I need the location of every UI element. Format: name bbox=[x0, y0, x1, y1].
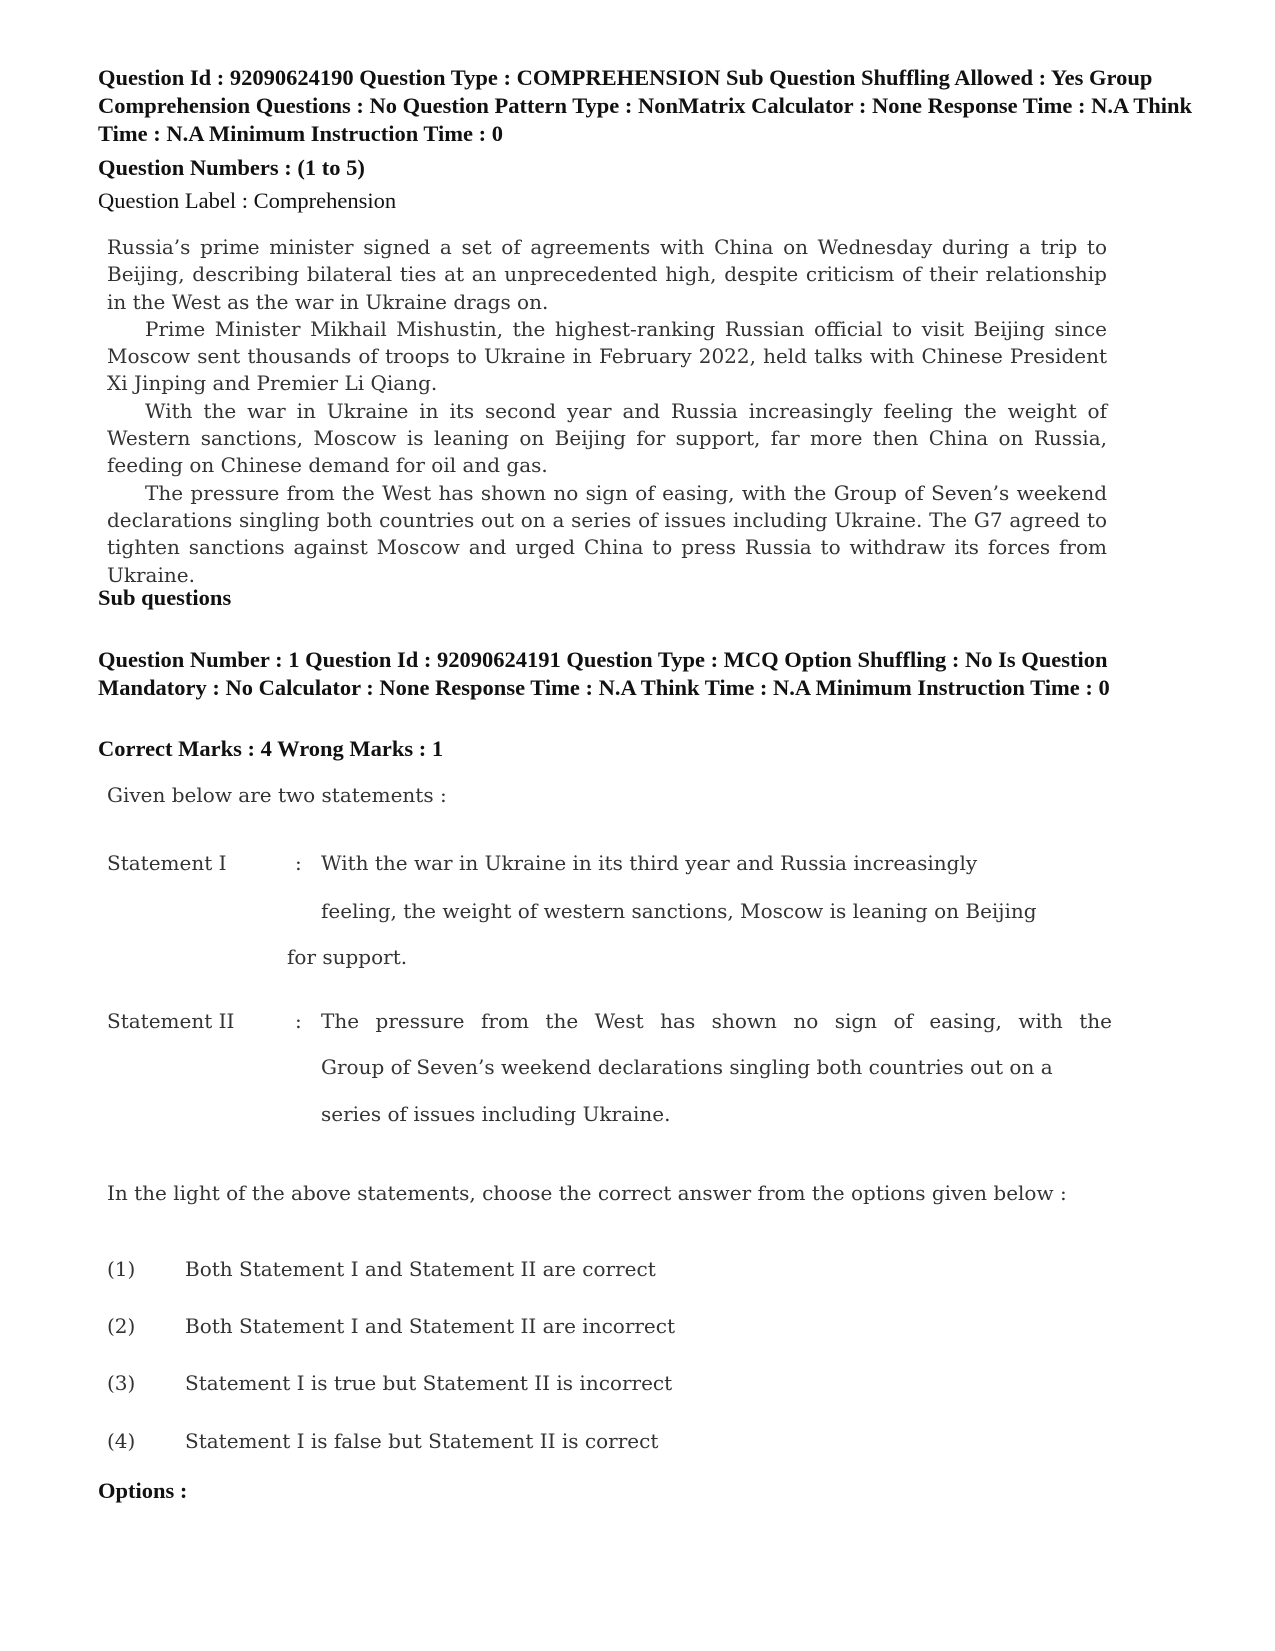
statement-2 bbox=[107, 1009, 1112, 1129]
comprehension-passage bbox=[107, 234, 1107, 589]
sub-questions-heading: Sub questions bbox=[98, 585, 232, 610]
option-text: Both Statement I and Statement II are correct bbox=[185, 1257, 656, 1281]
passage-paragraph: Russia’s prime minister signed a set of agreements with China on Wednesday during a trip to Beijing, describing bilateral ties at an unprecedented high, despite criticism of their relationship in the West as the war in Ukraine drags on. bbox=[107, 235, 1107, 314]
question-numbers: Question Numbers : (1 to 5) bbox=[98, 155, 365, 180]
statement-1-line: for support. bbox=[287, 945, 408, 969]
passage-paragraph: Prime Minister Mikhail Mishustin, the highest-ranking Russian official to visit Beijing since Moscow sent thousands of troops to Ukraine in February 2022, held talks with Chinese President Xi Jinping and Premier Li Qiang. bbox=[107, 316, 1107, 396]
question-intro: Given below are two statements : bbox=[107, 783, 447, 807]
statement-2-colon: : bbox=[295, 1009, 302, 1033]
option-number: (2) bbox=[107, 1314, 136, 1338]
question-instruction: In the light of the above statements, choose the correct answer from the options given below : bbox=[107, 1181, 1067, 1205]
question-label: Question Label : Comprehension bbox=[98, 188, 397, 213]
question-1-marks: Correct Marks : 4 Wrong Marks : 1 bbox=[98, 736, 444, 761]
question-1-meta: Question Number : 1 Question Id : 92090624191 Question Type : MCQ Option Shuffling : No Is Question Mandatory : No Calculator : None Response Time : N.A Think Time : N.A Minimum Instruction Time : 0 bbox=[98, 647, 1110, 700]
statement-1-colon: : bbox=[295, 851, 302, 875]
statement-2-line: The pressure from the West has shown no sign of easing, with the bbox=[321, 1009, 1112, 1033]
statement-1-line: With the war in Ukraine in its third year and Russia increasingly bbox=[321, 851, 978, 875]
option-text: Both Statement I and Statement II are incorrect bbox=[185, 1314, 676, 1338]
passage-paragraph: The pressure from the West has shown no sign of easing, with the Group of Seven’s weekend declarations singling both countries out on a series of issues including Ukraine. The G7 agreed to tighten sanctions against Moscow and urged China to press Russia to withdraw its forces from Ukraine. bbox=[107, 480, 1107, 587]
statement-1-label: Statement I bbox=[107, 851, 227, 875]
statement-2-label: Statement II bbox=[107, 1009, 235, 1033]
option-number: (4) bbox=[107, 1429, 136, 1453]
option-text: Statement I is false but Statement II is correct bbox=[185, 1429, 659, 1453]
option-text: Statement I is true but Statement II is incorrect bbox=[185, 1371, 673, 1395]
question-meta-header: Question Id : 92090624190 Question Type : COMPREHENSION Sub Question Shuffling Allowed : Yes Group Comprehension Questions : No Question Pattern Type : NonMatrix Calculator : None Response Time : N.A Think Time : N.A Minimum Instruction Time : 0 bbox=[98, 65, 1193, 146]
statement-2-line: series of issues including Ukraine. bbox=[321, 1102, 671, 1126]
option-number: (3) bbox=[107, 1371, 136, 1395]
statement-1-line: feeling, the weight of western sanctions, Moscow is leaning on Beijing bbox=[321, 899, 1037, 923]
options-heading: Options : bbox=[98, 1478, 188, 1503]
statement-1 bbox=[107, 851, 1112, 971]
passage-paragraph: With the war in Ukraine in its second year and Russia increasingly feeling the weight of Western sanctions, Moscow is leaning on Beijing for support, far more then China on Russia, feeding on Chinese demand for oil and gas. bbox=[107, 398, 1107, 478]
statement-2-line: Group of Seven’s weekend declarations singling both countries out on a bbox=[321, 1055, 1053, 1079]
option-number: (1) bbox=[107, 1257, 136, 1281]
